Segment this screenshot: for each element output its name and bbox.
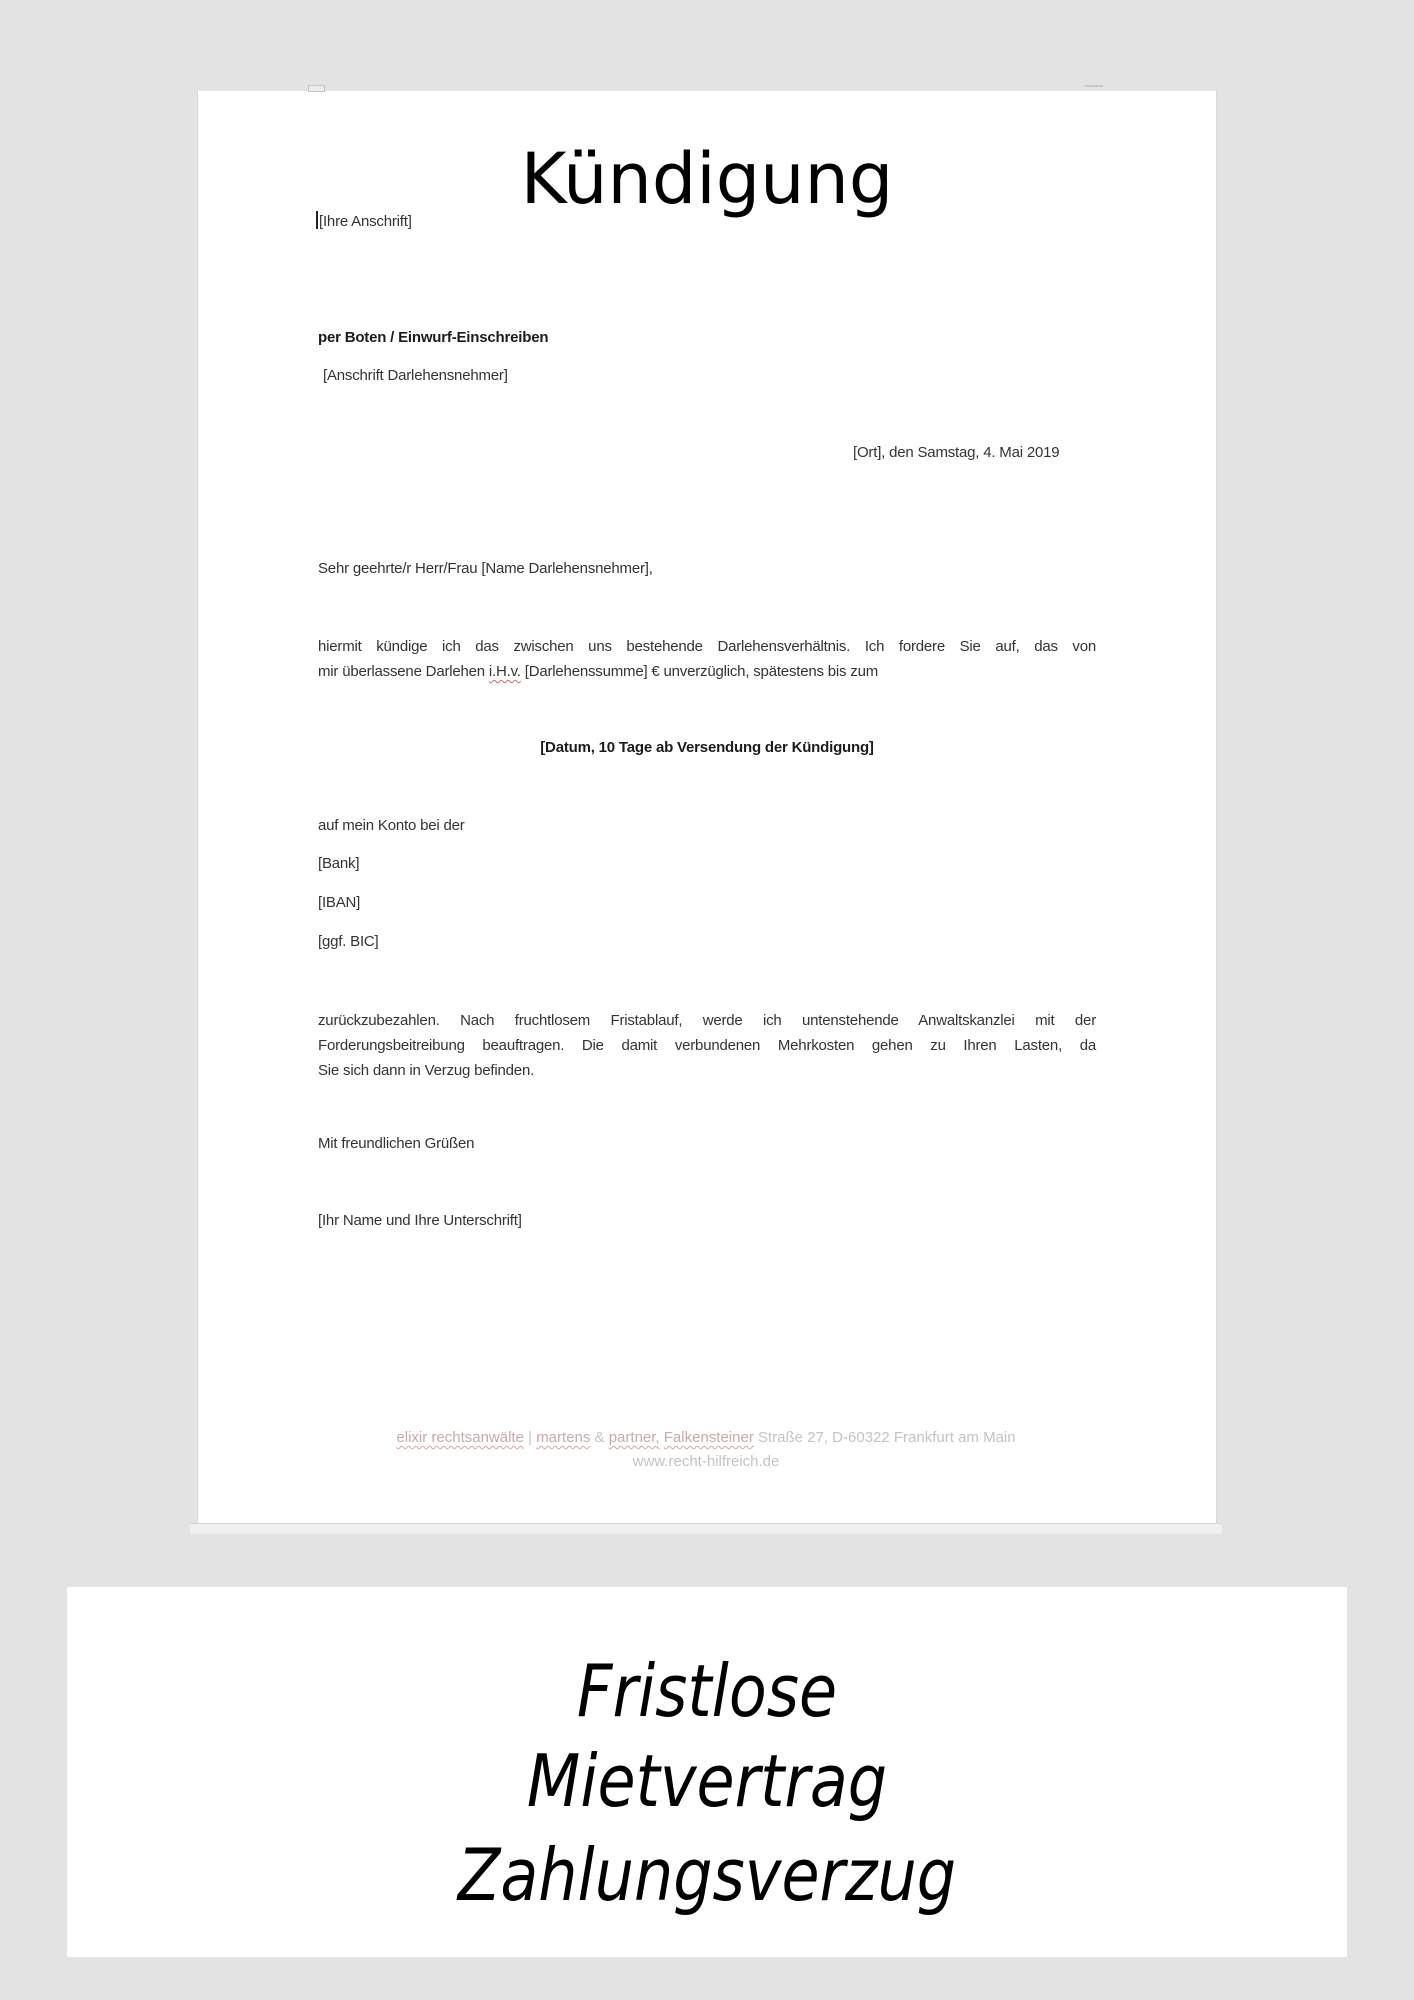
- page-bottom-edge: [190, 1523, 1222, 1534]
- text-segment: &: [590, 1429, 609, 1446]
- signature-placeholder: [Ihr Name und Ihre Unterschrift]: [318, 1212, 522, 1229]
- paragraph-line: zurückzubezahlen. Nach fruchtlosem Fristablauf, werde ich untenstehende Anwaltskanzlei mit der: [318, 1012, 1096, 1029]
- spellcheck-flagged-word[interactable]: martens: [536, 1429, 591, 1446]
- banner-line-2: Mietvertrag: [526, 1739, 888, 1823]
- recipient-address: [Anschrift Darlehensnehmer]: [323, 367, 508, 384]
- paragraph-line: Sie sich dann in Verzug befinden.: [318, 1062, 535, 1079]
- account-intro: auf mein Konto bei der: [318, 817, 465, 834]
- spellcheck-flagged-word[interactable]: partner,: [608, 1429, 660, 1446]
- paragraph-line: hiermit kündige ich das zwischen uns bestehende Darlehensverhältnis. Ich fordere Sie auf, das von: [318, 638, 1096, 655]
- payment-deadline: [Datum, 10 Tage ab Versendung der Kündigung]: [540, 739, 874, 756]
- paragraph-line: [318, 659, 1096, 684]
- paragraph-termination: [318, 634, 1096, 684]
- sender-address-text: [Ihre Anschrift]: [319, 213, 412, 230]
- footer-website: www.recht-hilfreich.de: [632, 1453, 780, 1470]
- spellcheck-flagged-word[interactable]: elixir rechtsanwälte: [396, 1429, 524, 1446]
- footer-address: [197, 1429, 1215, 1446]
- text-cursor: [316, 211, 318, 229]
- caption-banner: [67, 1587, 1347, 1957]
- closing: Mit freundlichen Grüßen: [318, 1135, 475, 1152]
- text-segment: mir überlassene Darlehen: [318, 663, 489, 680]
- text-segment: |: [523, 1429, 537, 1446]
- bank-field: [Bank]: [318, 855, 360, 872]
- margin-marker-left-icon: [308, 85, 325, 92]
- text-segment: Straße 27, D-60322 Frankfurt am Main: [753, 1429, 1016, 1446]
- paragraph-line: Forderungsbeitreibung beauftragen. Die damit verbundenen Mehrkosten gehen zu Ihren Lasten, da: [318, 1037, 1096, 1054]
- page-title: Kündigung: [520, 138, 894, 220]
- margin-marker-right-icon: [1085, 85, 1103, 87]
- banner-line-1: Fristlose: [576, 1649, 838, 1733]
- text-segment: [Darlehenssumme] € unverzüglich, spätestens bis zum: [520, 663, 879, 680]
- salutation: Sehr geehrte/r Herr/Frau [Name Darlehensnehmer],: [318, 560, 653, 577]
- iban-field: [IBAN]: [318, 894, 361, 911]
- paragraph-repayment: [318, 1008, 1096, 1083]
- place-and-date: [Ort], den Samstag, 4. Mai 2019: [853, 444, 1060, 461]
- spellcheck-flagged-word[interactable]: i.H.v.: [488, 663, 521, 680]
- sender-address[interactable]: [316, 211, 412, 230]
- delivery-method: per Boten / Einwurf-Einschreiben: [318, 329, 549, 346]
- bic-field: [ggf. BIC]: [318, 933, 379, 950]
- document-page: [197, 91, 1217, 1523]
- spellcheck-flagged-word[interactable]: Falkensteiner: [663, 1429, 754, 1446]
- banner-line-3: Zahlungsverzug: [457, 1833, 957, 1917]
